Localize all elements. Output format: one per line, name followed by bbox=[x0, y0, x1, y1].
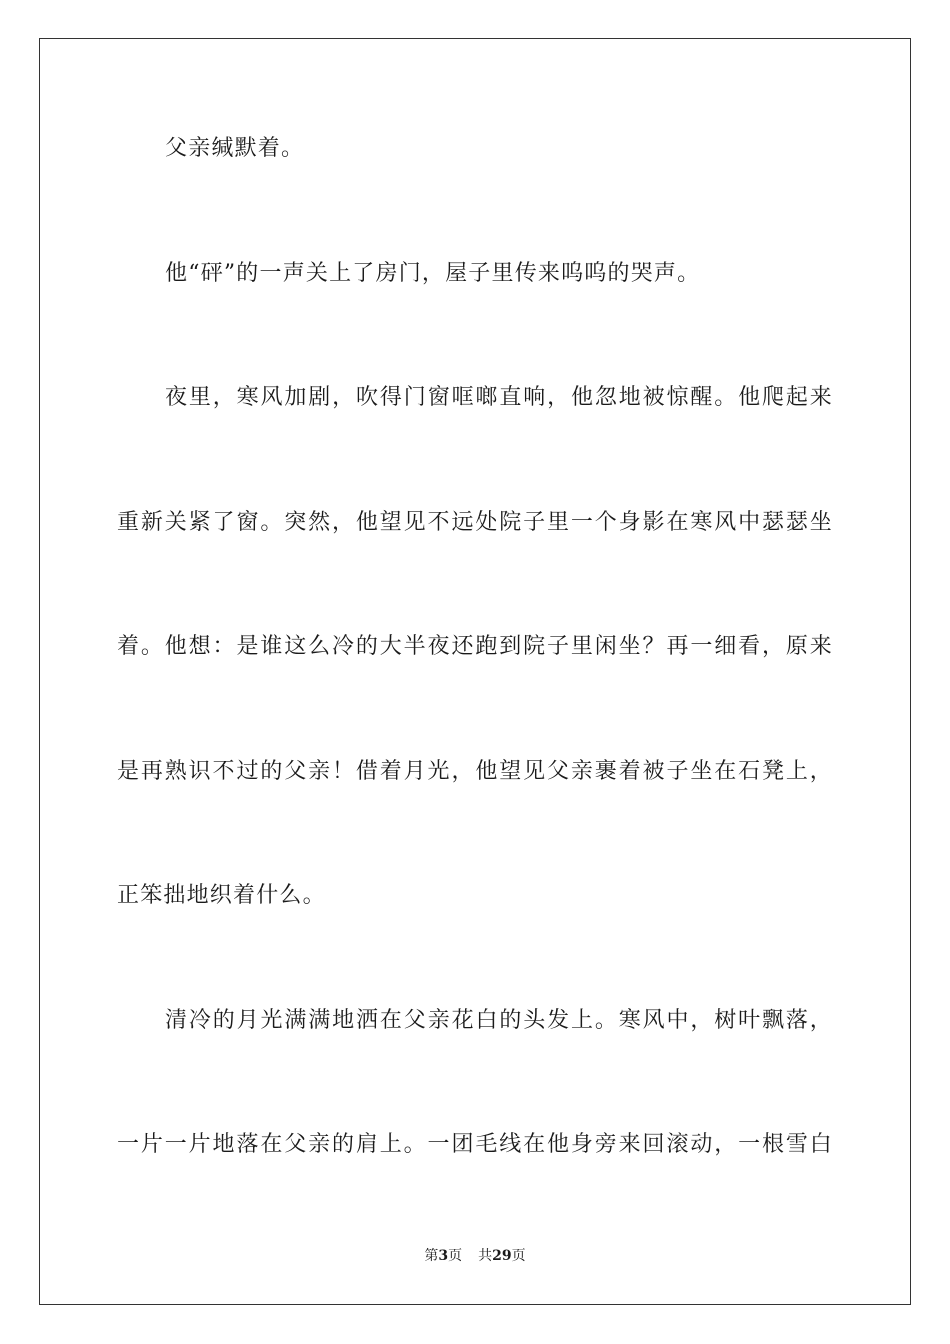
paragraph-line: 着。他想：是谁这么冷的大半夜还跑到院子里闲坐？再一细看，原来 bbox=[117, 634, 833, 659]
footer-page-suffix: 页 bbox=[448, 1248, 463, 1264]
footer-total-suffix: 页 bbox=[511, 1248, 526, 1264]
paragraph-line: 夜里，寒风加剧，吹得门窗哐啷直响，他忽地被惊醒。他爬起来 bbox=[165, 385, 833, 410]
paragraph-line: 是再熟识不过的父亲！借着月光，他望见父亲裹着被子坐在石凳上， bbox=[117, 759, 833, 784]
footer-total-prefix: 共 bbox=[478, 1248, 493, 1264]
page-border bbox=[39, 38, 911, 1305]
page-footer bbox=[0, 1247, 950, 1265]
paragraph-line: 正笨拙地织着什么。 bbox=[117, 883, 326, 908]
paragraph-line: 清冷的月光满满地洒在父亲花白的头发上。寒风中，树叶飘落， bbox=[165, 1008, 833, 1033]
footer-page-prefix: 第 bbox=[424, 1248, 439, 1264]
paragraph-line: 他“砰”的一声关上了房门，屋子里传来呜呜的哭声。 bbox=[165, 261, 701, 286]
paragraph-line: 父亲缄默着。 bbox=[165, 136, 305, 161]
footer-page-number: 3 bbox=[438, 1248, 449, 1264]
paragraph-line: 一片一片地落在父亲的肩上。一团毛线在他身旁来回滚动，一根雪白 bbox=[117, 1132, 833, 1157]
paragraph-line: 重新关紧了窗。突然，他望见不远处院子里一个身影在寒风中瑟瑟坐 bbox=[117, 510, 833, 535]
footer-total-pages: 29 bbox=[492, 1248, 512, 1264]
